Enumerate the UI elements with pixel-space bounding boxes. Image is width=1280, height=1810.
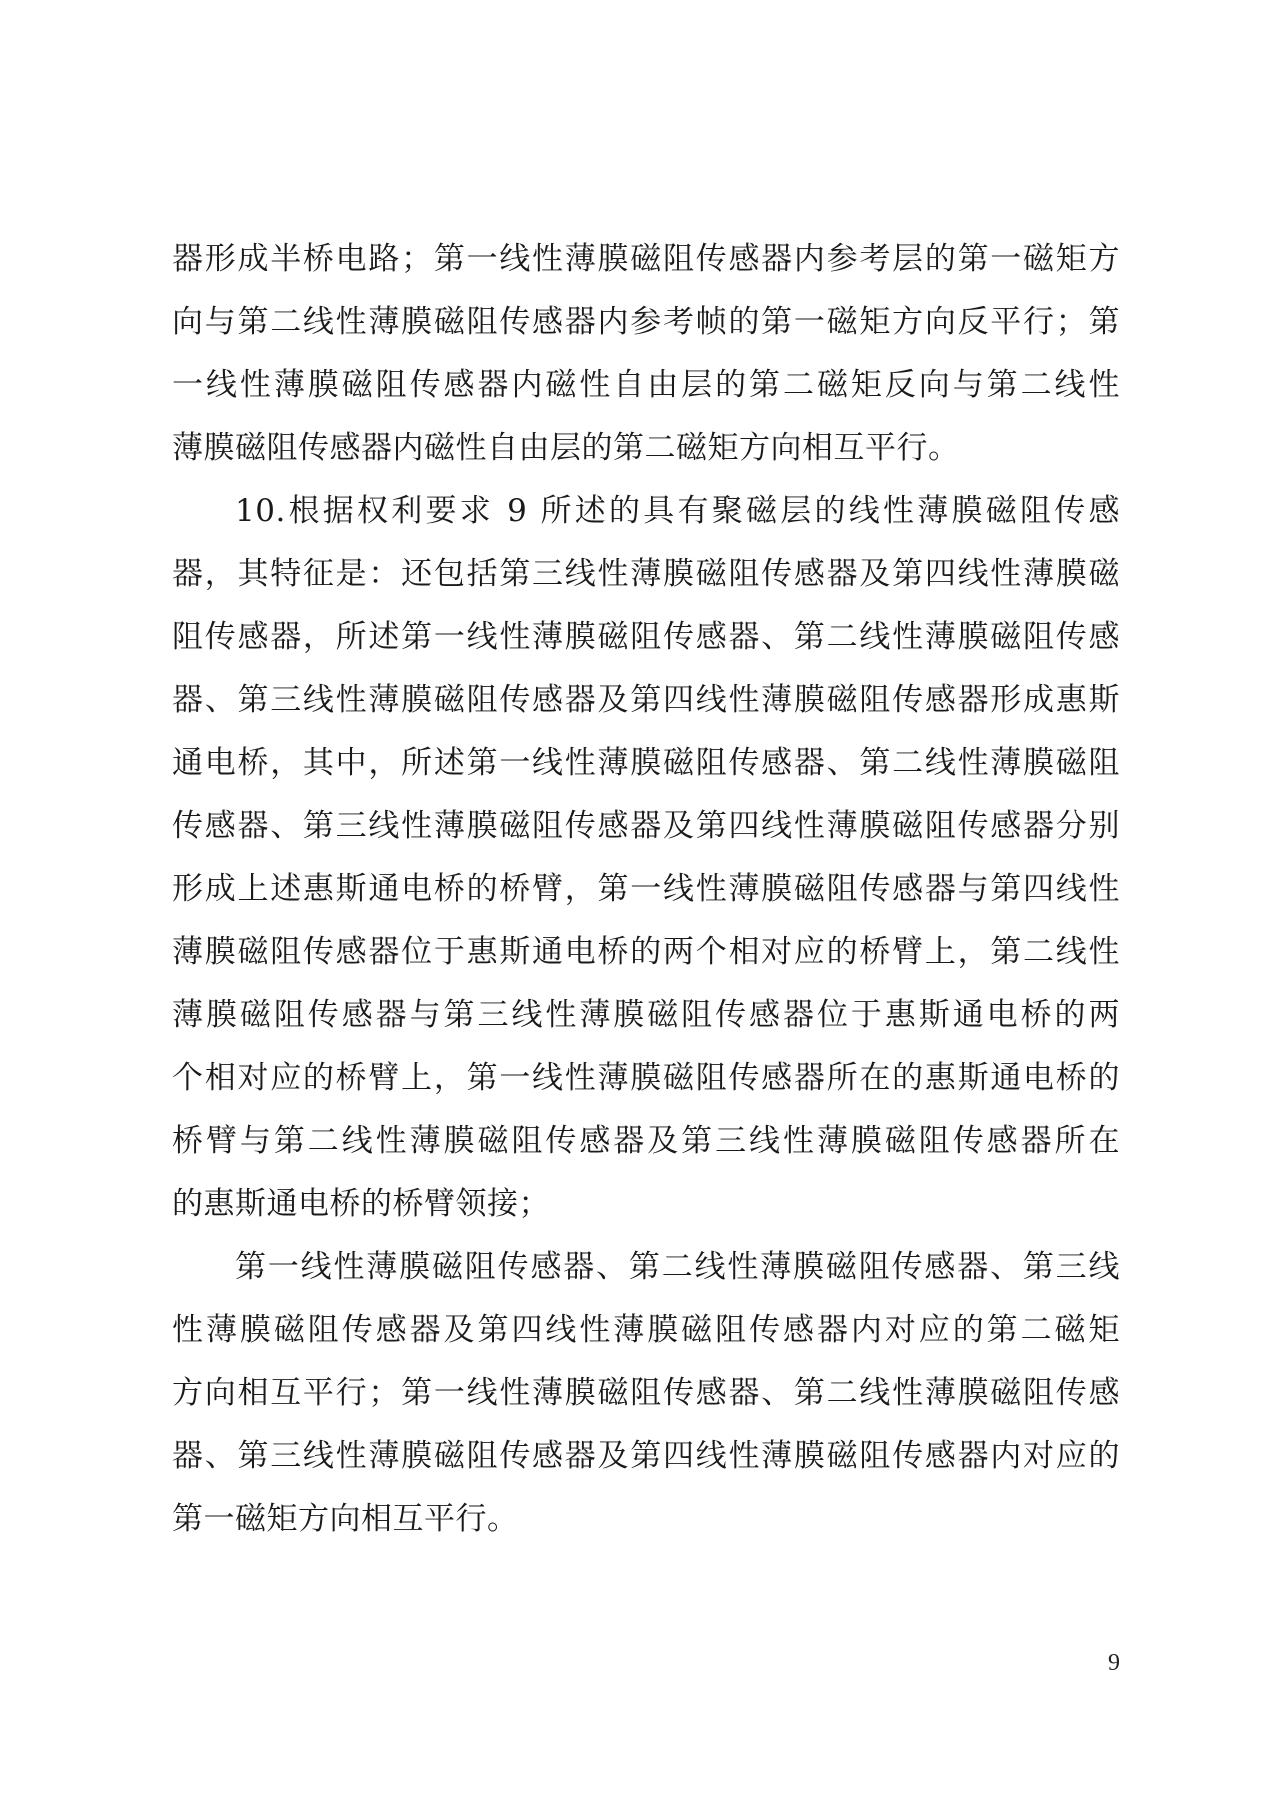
text-line: 向与第二线性薄膜磁阻传感器内参考帧的第一磁矩方向反平行；第 <box>172 304 1120 340</box>
text-line: 10.根据权利要求 9 所述的具有聚磁层的线性薄膜磁阻传感 <box>235 493 1120 529</box>
text-line: 一线性薄膜磁阻传感器内磁性自由层的第二磁矩反向与第二线性 <box>172 367 1120 403</box>
text-line: 的惠斯通电桥的桥臂领接； <box>172 1186 550 1222</box>
claims-text <box>172 228 1120 1551</box>
text-line: 器、第三线性薄膜磁阻传感器及第四线性薄膜磁阻传感器内对应的 <box>172 1438 1120 1474</box>
text-line: 器，其特征是：还包括第三线性薄膜磁阻传感器及第四线性薄膜磁 <box>172 556 1120 592</box>
text-line: 传感器、第三线性薄膜磁阻传感器及第四线性薄膜磁阻传感器分别 <box>172 808 1120 844</box>
text-line: 薄膜磁阻传感器位于惠斯通电桥的两个相对应的桥臂上，第二线性 <box>172 934 1120 970</box>
paragraph-continuation <box>172 228 1120 480</box>
text-line: 桥臂与第二线性薄膜磁阻传感器及第三线性薄膜磁阻传感器所在 <box>172 1123 1120 1159</box>
text-line: 第一线性薄膜磁阻传感器、第二线性薄膜磁阻传感器、第三线 <box>235 1249 1120 1285</box>
text-line: 性薄膜磁阻传感器及第四线性薄膜磁阻传感器内对应的第二磁矩 <box>172 1312 1120 1348</box>
text-line: 薄膜磁阻传感器内磁性自由层的第二磁矩方向相互平行。 <box>172 430 960 466</box>
text-line: 形成上述惠斯通电桥的桥臂，第一线性薄膜磁阻传感器与第四线性 <box>172 871 1120 907</box>
text-line: 器形成半桥电路；第一线性薄膜磁阻传感器内参考层的第一磁矩方 <box>172 241 1120 277</box>
text-line: 个相对应的桥臂上，第一线性薄膜磁阻传感器所在的惠斯通电桥的 <box>172 1060 1120 1096</box>
text-line: 通电桥，其中，所述第一线性薄膜磁阻传感器、第二线性薄膜磁阻 <box>172 745 1120 781</box>
text-line: 薄膜磁阻传感器与第三线性薄膜磁阻传感器位于惠斯通电桥的两 <box>172 997 1120 1033</box>
paragraph-claim-10 <box>172 480 1120 1236</box>
page-number: 9 <box>1108 1650 1120 1676</box>
text-line: 阻传感器，所述第一线性薄膜磁阻传感器、第二线性薄膜磁阻传感 <box>172 619 1120 655</box>
text-line: 器、第三线性薄膜磁阻传感器及第四线性薄膜磁阻传感器形成惠斯 <box>172 682 1120 718</box>
text-line: 第一磁矩方向相互平行。 <box>172 1501 519 1537</box>
text-line: 方向相互平行；第一线性薄膜磁阻传感器、第二线性薄膜磁阻传感 <box>172 1375 1120 1411</box>
paragraph-claim-10-continued <box>172 1236 1120 1551</box>
